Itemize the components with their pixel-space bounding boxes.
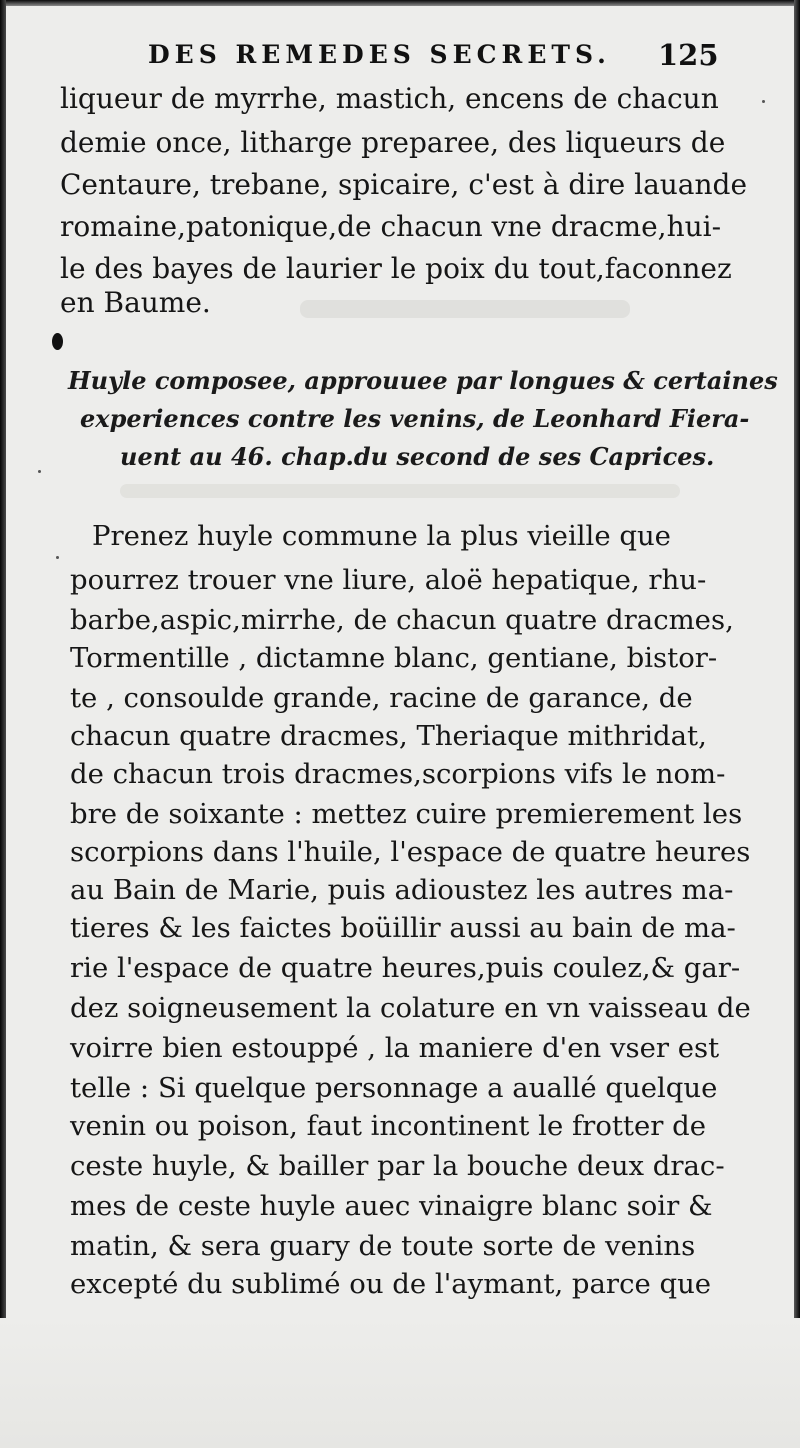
- scan-speck: [38, 470, 41, 473]
- text-line: rie l'espace de quatre heures,puis coulez,& gar-: [70, 952, 741, 984]
- section-heading-line: uent au 46. chap.du second de ses Caprices.: [120, 442, 715, 471]
- page-number: 125: [658, 38, 719, 72]
- section-heading-line: experiences contre les venins, de Leonhard Fiera-: [80, 404, 750, 433]
- scan-edge-top: [0, 0, 800, 6]
- text-line: tieres & les faictes boüillir aussi au bain de ma-: [70, 912, 736, 944]
- scan-edge-left: [0, 0, 6, 1448]
- show-through-smudge: [120, 484, 680, 498]
- text-line: matin, & sera guary de toute sorte de venins: [70, 1230, 696, 1262]
- text-line: mes de ceste huyle auec vinaigre blanc soir &: [70, 1190, 713, 1222]
- text-line: romaine,patonique,de chacun vne dracme,hui-: [60, 210, 722, 243]
- section-heading-line: Huyle composee, approuuee par longues & certaines: [68, 366, 778, 395]
- text-line: bre de soixante : mettez cuire premierement les: [70, 798, 743, 830]
- text-line: le des bayes de laurier le poix du tout,faconnez: [60, 252, 732, 285]
- text-line: scorpions dans l'huile, l'espace de quatre heures: [70, 836, 751, 868]
- scan-speck: [56, 556, 59, 559]
- text-line: chacun quatre dracmes, Theriaque mithridat,: [70, 720, 707, 752]
- text-line: dez soigneusement la colature en vn vaisseau de: [70, 992, 751, 1024]
- text-line: voirre bien estouppé , la maniere d'en vser est: [70, 1032, 720, 1064]
- text-line: te , consoulde grande, racine de garance, de: [70, 682, 693, 714]
- text-line: Prenez huyle commune la plus vieille que: [92, 520, 671, 552]
- text-line: liqueur de myrrhe, mastich, encens de chacun: [60, 82, 719, 115]
- text-line: excepté du sublimé ou de l'aymant, parce que: [70, 1268, 712, 1300]
- scan-edge-right: [794, 0, 800, 1448]
- text-line: demie once, litharge preparee, des liqueurs de: [60, 126, 726, 159]
- page-bottom-margin: [0, 1318, 800, 1448]
- show-through-smudge: [300, 300, 630, 318]
- text-line: en Baume.: [60, 286, 211, 319]
- text-line: au Bain de Marie, puis adioustez les autres ma-: [70, 874, 734, 906]
- text-line: venin ou poison, faut incontinent le frotter de: [70, 1110, 707, 1142]
- text-line: telle : Si quelque personnage a auallé quelque: [70, 1072, 718, 1104]
- text-line: pourrez trouer vne liure, aloë hepatique, rhu-: [70, 564, 707, 596]
- bullet-mark: [52, 333, 63, 350]
- text-line: de chacun trois dracmes,scorpions vifs le nom-: [70, 758, 726, 790]
- text-line: Tormentille , dictamne blanc, gentiane, bistor-: [70, 642, 718, 674]
- text-line: Centaure, trebane, spicaire, c'est à dire lauande: [60, 168, 748, 201]
- scan-speck: [762, 100, 765, 103]
- text-line: barbe,aspic,mirrhe, de chacun quatre dracmes,: [70, 604, 734, 636]
- running-head: DES REMEDES SECRETS.: [148, 40, 611, 69]
- text-line: ceste huyle, & bailler par la bouche deux drac-: [70, 1150, 725, 1182]
